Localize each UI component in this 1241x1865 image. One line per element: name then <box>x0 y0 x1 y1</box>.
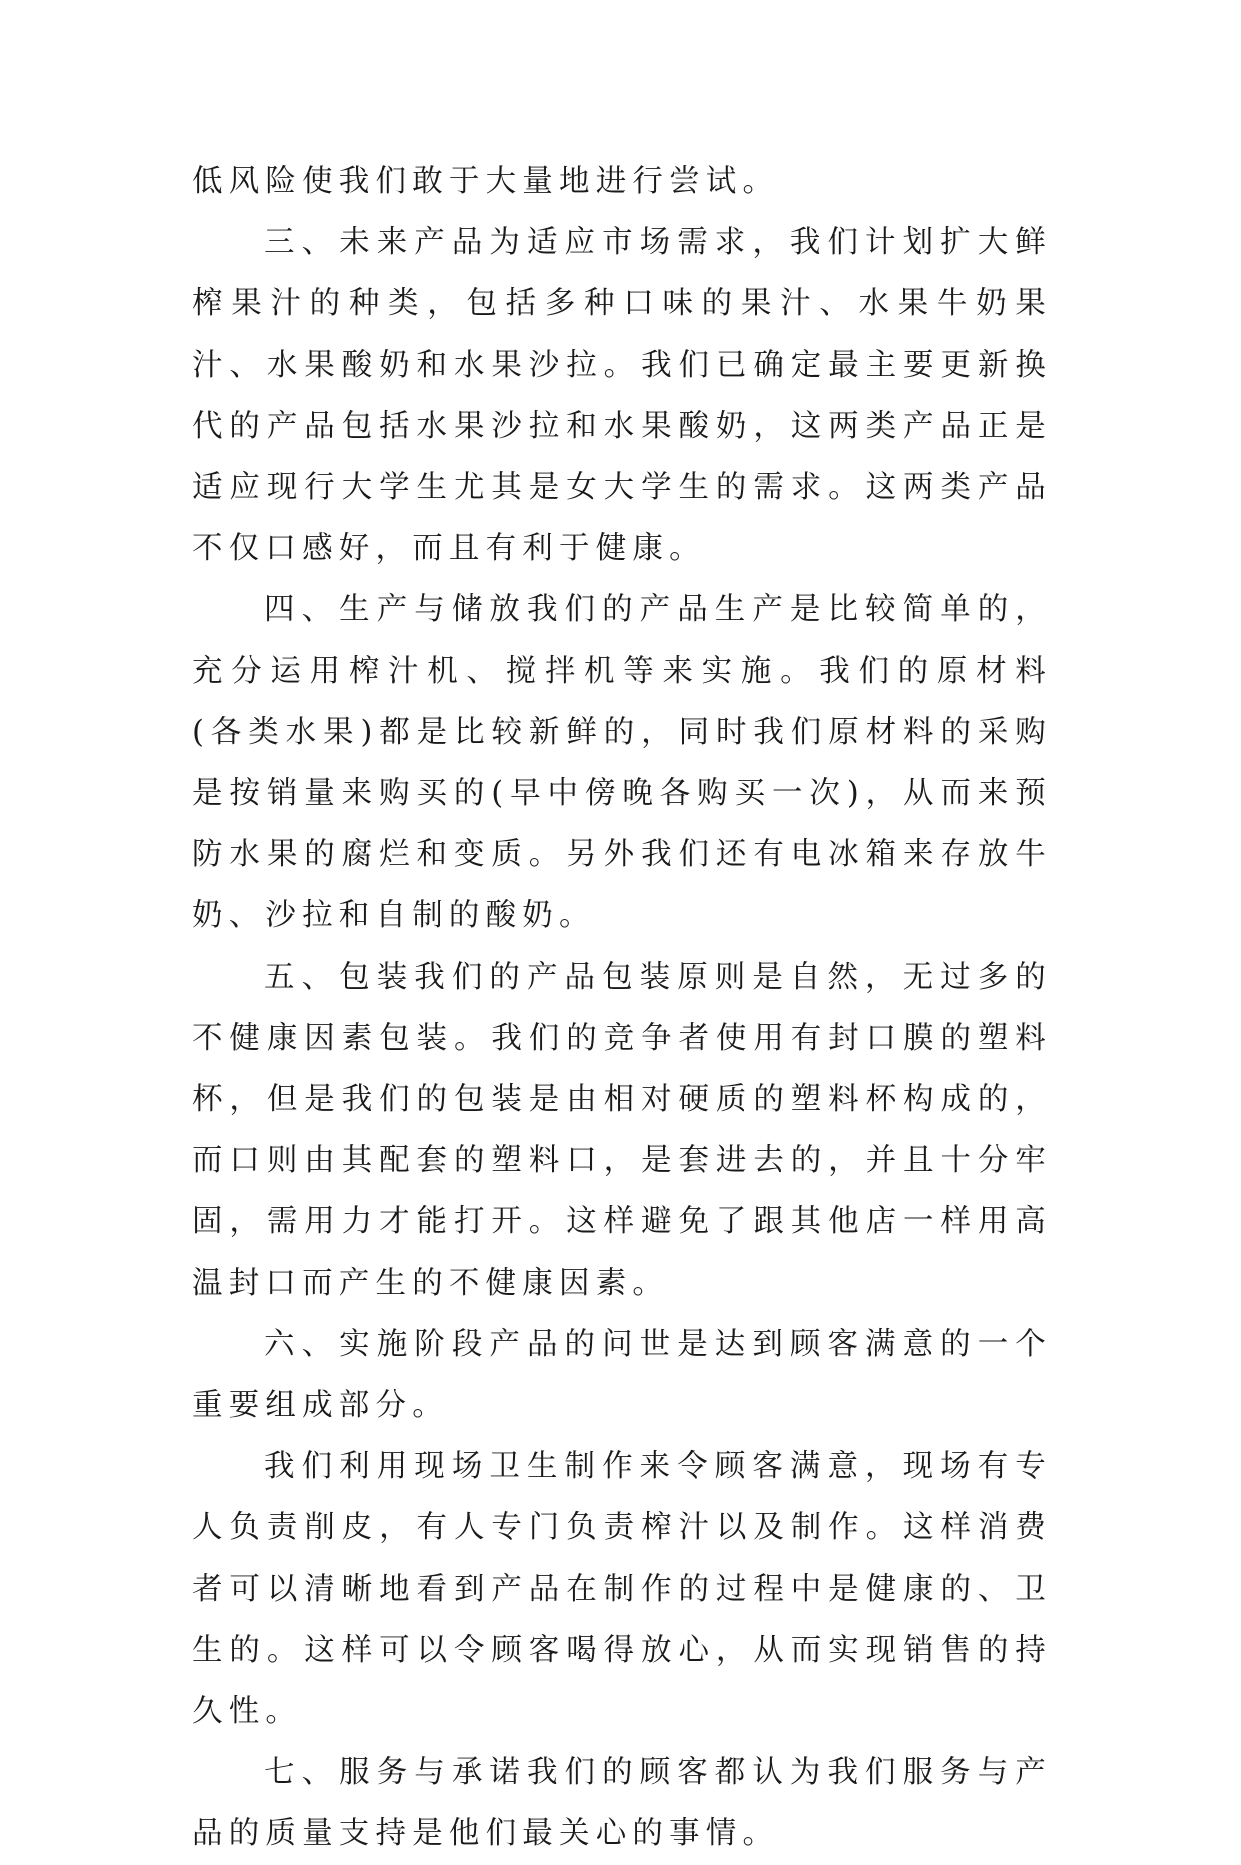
paragraph-future-products: 三、未来产品为适应市场需求，我们计划扩大鲜榨果汁的种类，包括多种口味的果汁、水果牛奶果汁、水果酸奶和水果沙拉。我们已确定最主要更新换代的产品包括水果沙拉和水果酸奶，这两类产品正是适应现行大学生尤其是女大学生的需求。这两类产品不仅口感好，而且有利于健康。 <box>192 225 1052 567</box>
document-body <box>192 151 1052 1865</box>
paragraph-production-storage: 四、生产与储放我们的产品生产是比较简单的，充分运用榨汁机、搅拌机等来实施。我们的原材料(各类水果)都是比较新鲜的，同时我们原材料的采购是按销量来购买的(早中傍晚各购买一次)，从而来预防水果的腐烂和变质。另外我们还有电冰箱来存放牛奶、沙拉和自制的酸奶。 <box>192 592 1052 934</box>
paragraph-packaging: 五、包装我们的产品包装原则是自然，无过多的不健康因素包装。我们的竞争者使用有封口膜的塑料杯，但是我们的包装是由相对硬质的塑料杯构成的，而口则由其配套的塑料口，是套进去的，并且十分牢固，需用力才能打开。这样避免了跟其他店一样用高温封口而产生的不健康因素。 <box>192 959 1052 1301</box>
paragraph-onsite-hygiene: 我们利用现场卫生制作来令顾客满意，现场有专人负责削皮，有人专门负责榨汁以及制作。这样消费者可以清晰地看到产品在制作的过程中是健康的、卫生的。这样可以令顾客喝得放心，从而实现销售的持久性。 <box>192 1449 1052 1730</box>
paragraph-implementation: 六、实施阶段产品的问世是达到顾客满意的一个重要组成部分。 <box>192 1326 1052 1424</box>
paragraph-service-commitment: 七、服务与承诺我们的顾客都认为我们服务与产品的质量支持是他们最关心的事情。 <box>192 1755 1052 1852</box>
paragraph-continuation: 低风险使我们敢于大量地进行尝试。 <box>192 164 780 199</box>
